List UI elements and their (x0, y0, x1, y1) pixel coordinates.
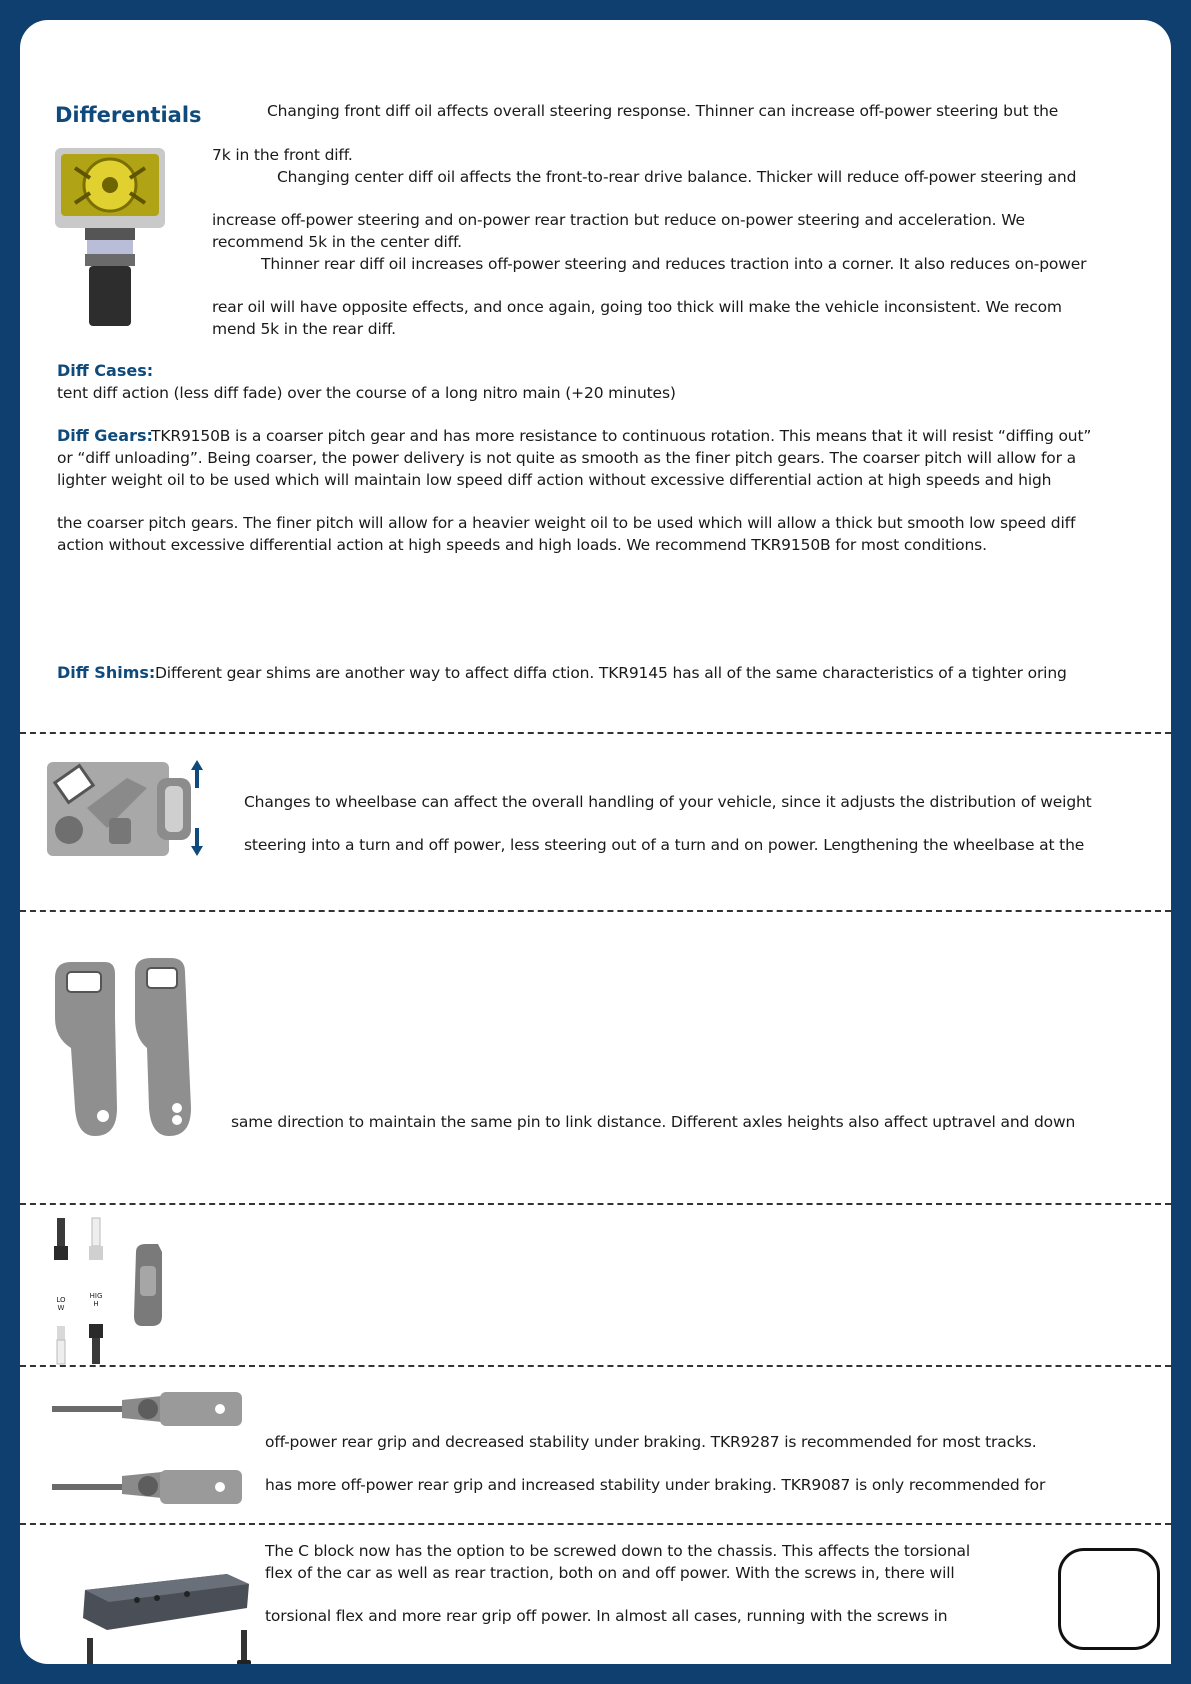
section-title-differentials: Differentials (55, 103, 202, 127)
corner-page-tab (1058, 1548, 1160, 1650)
wheelbase-line2: steering into a turn and off power, less steering out of a turn and on power. Lengthening the wheelbase at the (244, 836, 1085, 854)
diff-cases-line1: tent diff action (less diff fade) over the course of a long nitro main (+20 minutes) (57, 384, 676, 402)
c-block-image (77, 1560, 257, 1664)
rear-diff-line2: rear oil will have opposite effects, and once again, going too thick will make the vehicle inconsistent. We recom (212, 298, 1062, 316)
section-divider (20, 910, 1171, 912)
pins-low-label: LOW (56, 1296, 66, 1312)
section-divider (20, 1203, 1171, 1205)
section-divider (20, 1365, 1171, 1367)
center-diff-line1: Changing center diff oil affects the front-to-rear drive balance. Thicker will reduce off-power steering and (277, 168, 1077, 186)
c-block-line1: The C block now has the option to be screwed down to the chassis. This affects the torsional (265, 1542, 971, 1560)
diff-gears-line4: the coarser pitch gears. The finer pitch will allow for a heavier weight oil to be used which will allow a thick but smooth low speed diff (57, 514, 1076, 532)
diff-gears-line3: lighter weight oil to be used which will maintain low speed diff action without excessive differential action at high speeds and high (57, 471, 1052, 489)
diff-shims-line1: Different gear shims are another way to affect diffa ction. TKR9145 has all of the same characteristics of a tighter oring (155, 664, 1067, 682)
center-diff-line3: recommend 5k in the center diff. (212, 233, 462, 251)
rear-diff-line3: mend 5k in the rear diff. (212, 320, 396, 338)
diff-cases-heading: Diff Cases: (57, 361, 154, 380)
diff-gears-line2: or “diff unloading”. Being coarser, the power delivery is not quite as smooth as the finer pitch gears. The coarser pitch will allow for a (57, 449, 1076, 467)
axle-height-line1: same direction to maintain the same pin to link distance. Different axles heights also affect uptravel and down (231, 1113, 1076, 1131)
driveshaft-line1: off-power rear grip and decreased stability under braking. TKR9287 is recommended for most tracks. (265, 1433, 1037, 1451)
c-block-line2: flex of the car as well as rear traction, both on and off power. With the screws in, there will (265, 1564, 955, 1582)
section-divider (20, 732, 1171, 734)
section-divider (20, 1523, 1171, 1525)
differential-image (55, 148, 165, 330)
wheelbase-line1: Changes to wheelbase can affect the overall handling of your vehicle, since it adjusts the distribution of weight (244, 793, 1092, 811)
diff-gears-line5: action without excessive differential action at high speeds and high loads. We recommend TKR9150B for most conditions. (57, 536, 987, 554)
front-diff-line2: 7k in the front diff. (212, 146, 353, 164)
c-block-line3: torsional flex and more rear grip off power. In almost all cases, running with the screws in (265, 1607, 948, 1625)
pivot-pins-image (54, 1216, 194, 1366)
diff-gears-line1: TKR9150B is a coarser pitch gear and has more resistance to continuous rotation. This means that it will resist “diffing out” (151, 427, 1092, 445)
rear-diff-line1: Thinner rear diff oil increases off-power steering and reduces traction into a corner. It also reduces on-power (261, 255, 1087, 273)
wheelbase-hub-image (47, 758, 209, 860)
driveshaft-image (52, 1392, 242, 1516)
page (20, 20, 1171, 1664)
pins-high-label: HIGH (89, 1292, 103, 1308)
diff-gears-heading: Diff Gears: (57, 426, 153, 445)
front-diff-line1: Changing front diff oil affects overall steering response. Thinner can increase off-power steering but the (267, 102, 1059, 120)
diff-shims-heading: Diff Shims: (57, 663, 156, 682)
steering-block-image (51, 958, 221, 1138)
driveshaft-line2: has more off-power rear grip and increased stability under braking. TKR9087 is only recommended for (265, 1476, 1046, 1494)
center-diff-line2: increase off-power steering and on-power rear traction but reduce on-power steering and acceleration. We (212, 211, 1025, 229)
